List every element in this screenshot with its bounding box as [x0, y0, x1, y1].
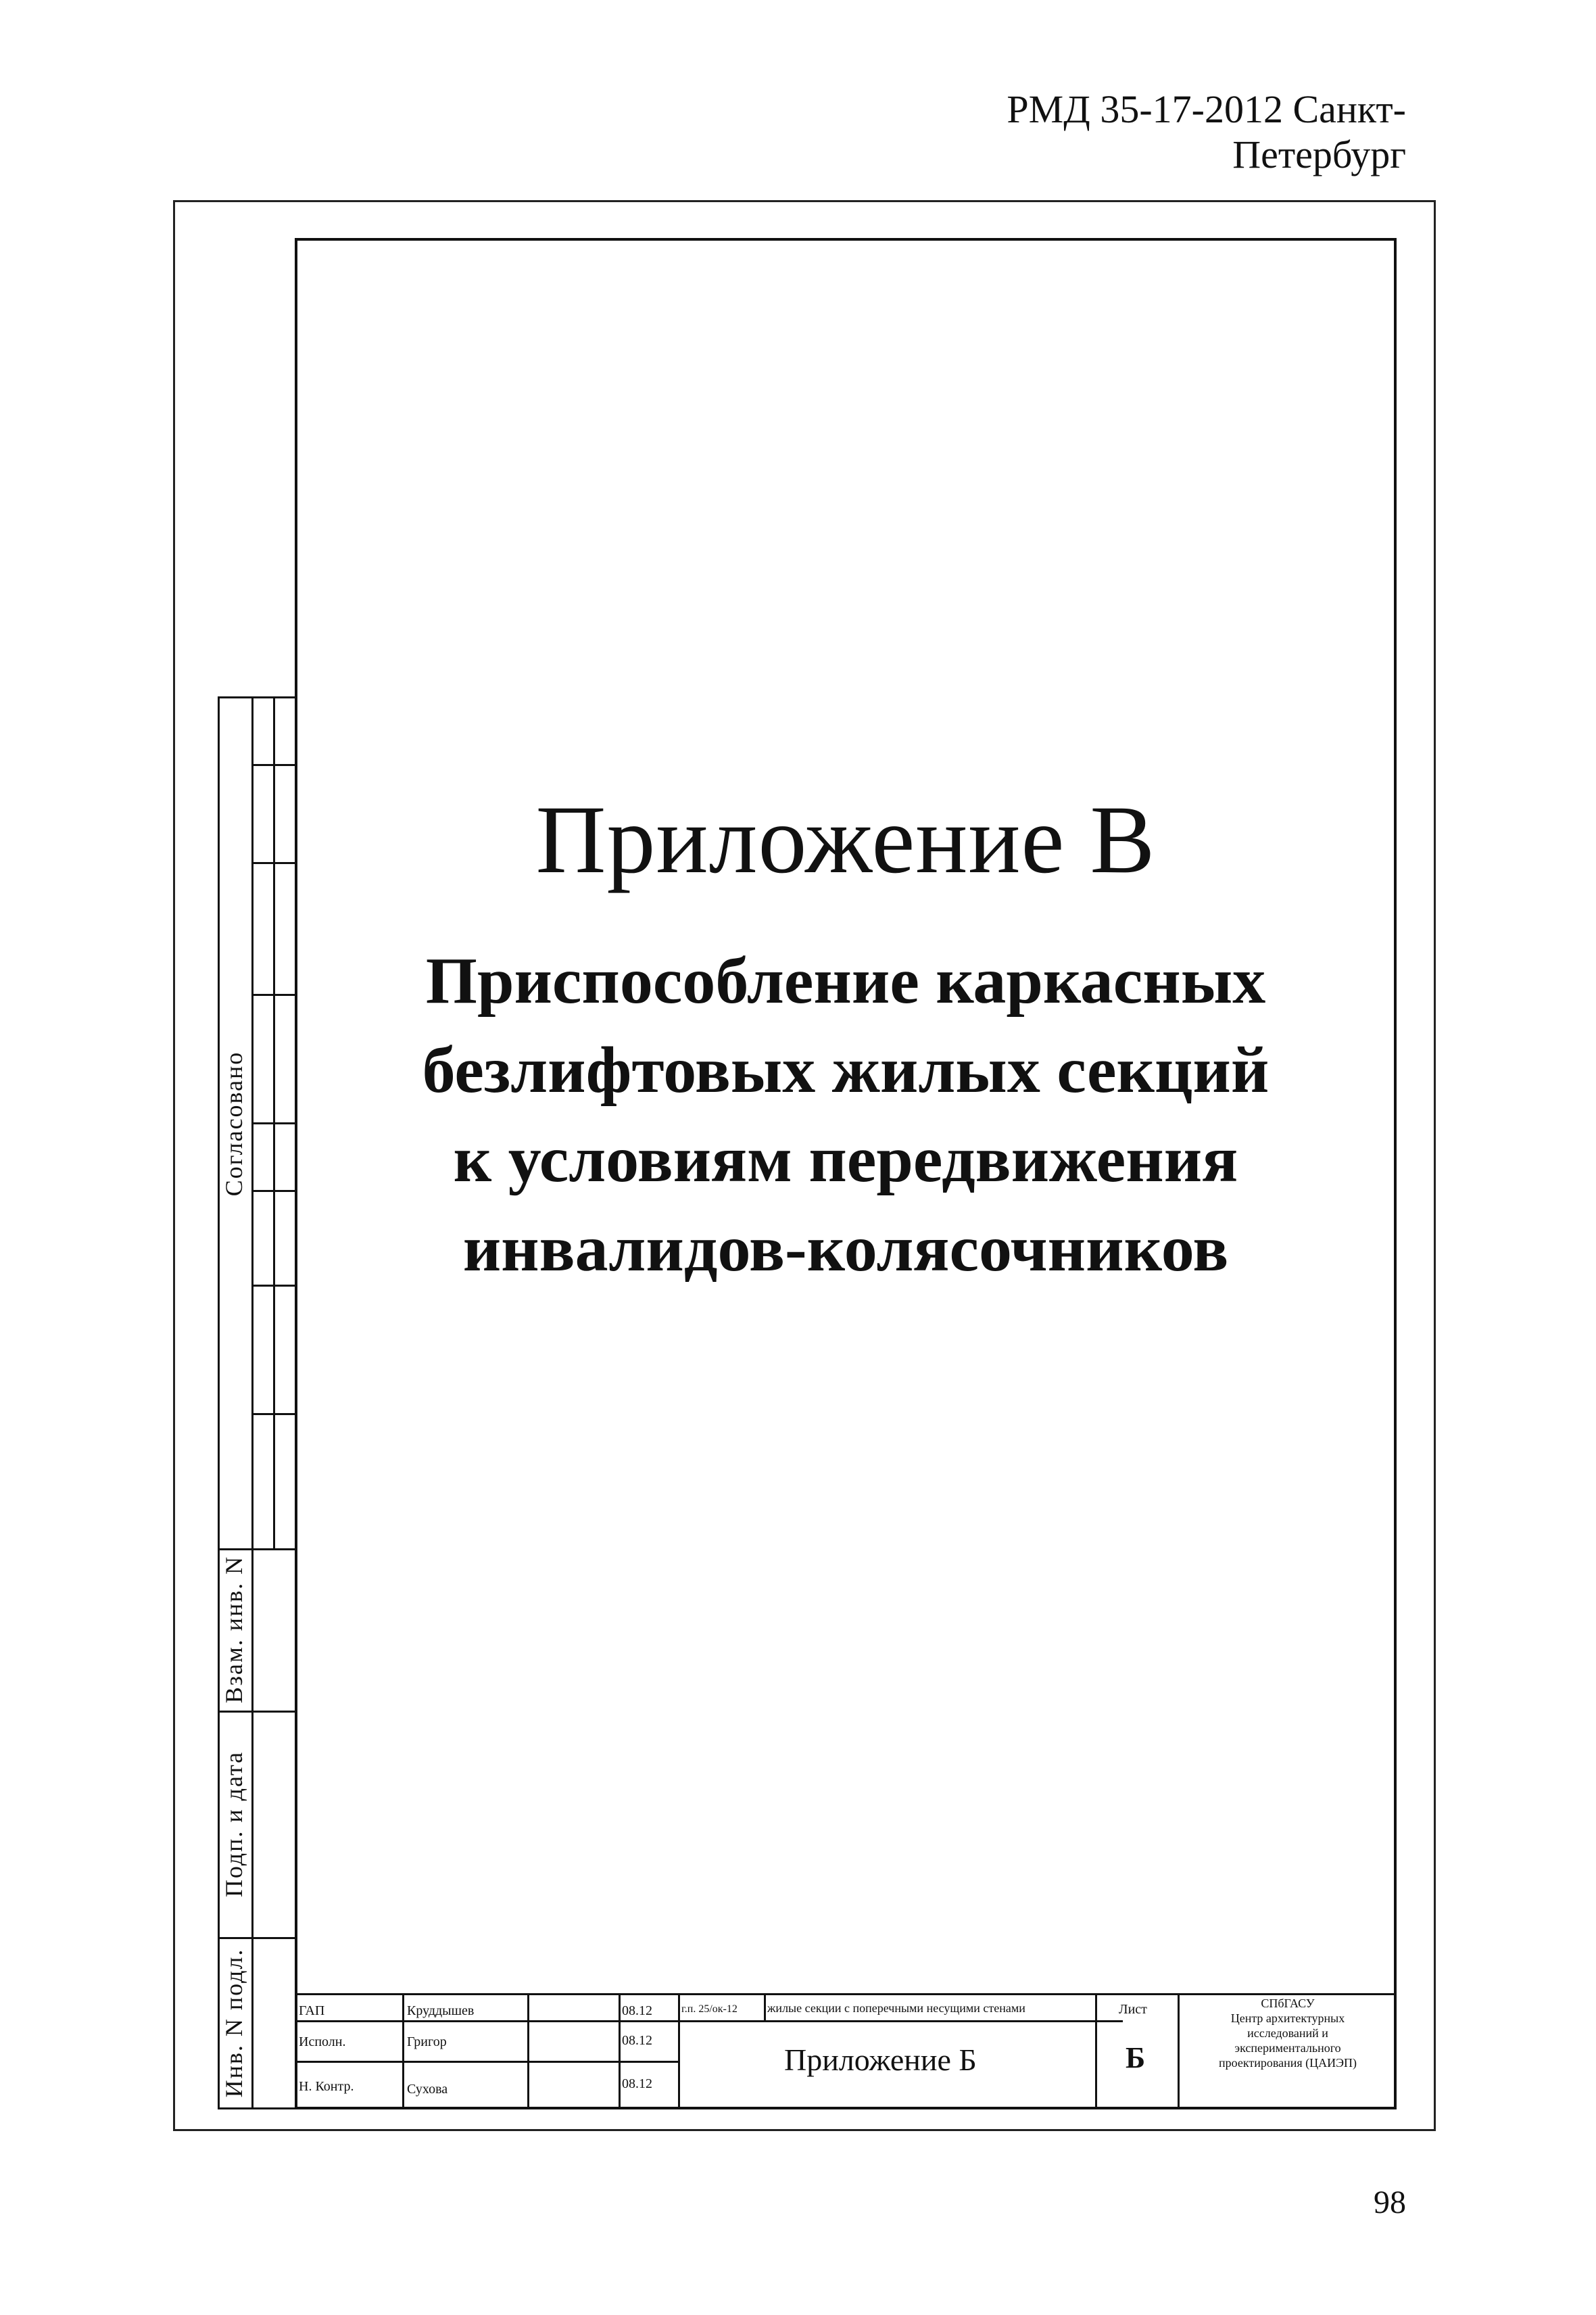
tb-org-line: исследований и [1247, 2026, 1328, 2040]
tb-role: Н. Контр. [299, 2079, 354, 2094]
tb-line [619, 1993, 621, 2108]
tb-role: ГАП [299, 2003, 325, 2018]
strip-cell-line [251, 994, 295, 996]
appendix-subtitle [295, 936, 1397, 1293]
tb-line [678, 1993, 680, 2108]
tb-date: 08.12 [622, 2076, 652, 2091]
document-header: РМД 35-17-2012 Санкт-Петербург [1007, 87, 1406, 176]
tb-org-line: Центр архитектурных [1230, 2011, 1345, 2025]
tb-name: Сухова [407, 2082, 448, 2097]
tb-org-line: проектирования (ЦАИЭП) [1218, 2056, 1357, 2070]
appendix-title: Приложение В [535, 786, 1156, 894]
tb-line [1095, 1993, 1097, 2108]
subtitle-line: к условиям передвижения [453, 1123, 1238, 1196]
subtitle-line: инвалидов-колясочников [462, 1212, 1229, 1285]
tb-date: 08.12 [622, 2003, 652, 2018]
tb-role: Исполн. [299, 2034, 346, 2049]
strip-cell-line [251, 764, 295, 766]
tb-description: жилые секции с поперечными несущими стенами [767, 2001, 1025, 2015]
strip-divider [251, 696, 253, 2109]
tb-name: Круддышев [407, 2003, 475, 2018]
tb-sheet-value: Б [1126, 2041, 1146, 2074]
tb-date: 08.12 [622, 2033, 652, 2048]
tb-name: Григор [407, 2034, 447, 2049]
tb-line [1178, 1993, 1180, 2108]
tb-org-line: экспериментального [1234, 2041, 1341, 2055]
label-replace-inv: Взам. инв. N [220, 1555, 247, 1704]
page-number: 98 [1374, 2185, 1406, 2220]
strip-cell-line [251, 1122, 295, 1124]
tb-doc-title: Приложение Б [784, 2043, 977, 2077]
strip-cell-line [251, 1413, 295, 1415]
strip-cell-line [251, 862, 295, 864]
strip-cell-line [251, 1190, 295, 1192]
tb-line [764, 1993, 766, 2020]
tb-code: г.п. 25/ок-12 [681, 2003, 737, 2015]
label-orig-inv: Инв. N подл. [220, 1948, 247, 2098]
label-sign-date: Подп. и дата [220, 1750, 247, 1898]
tb-org-line: СПбГАСУ [1261, 1997, 1315, 2010]
strip-border [218, 696, 295, 698]
tb-line [295, 1993, 1397, 1995]
subtitle-line: безлифтовых жилых секций [422, 1034, 1269, 1107]
subtitle-line: Приспособление каркасных [425, 945, 1266, 1018]
tb-line [295, 2020, 1123, 2022]
tb-line [527, 1993, 529, 2108]
strip-cell-line [251, 1285, 295, 1287]
tb-organization [1180, 1996, 1395, 2070]
tb-sheet-label: Лист [1119, 2002, 1147, 2017]
label-agreed: Согласовано [220, 1051, 247, 1197]
tb-line [402, 1993, 404, 2108]
tb-line [295, 2061, 680, 2063]
